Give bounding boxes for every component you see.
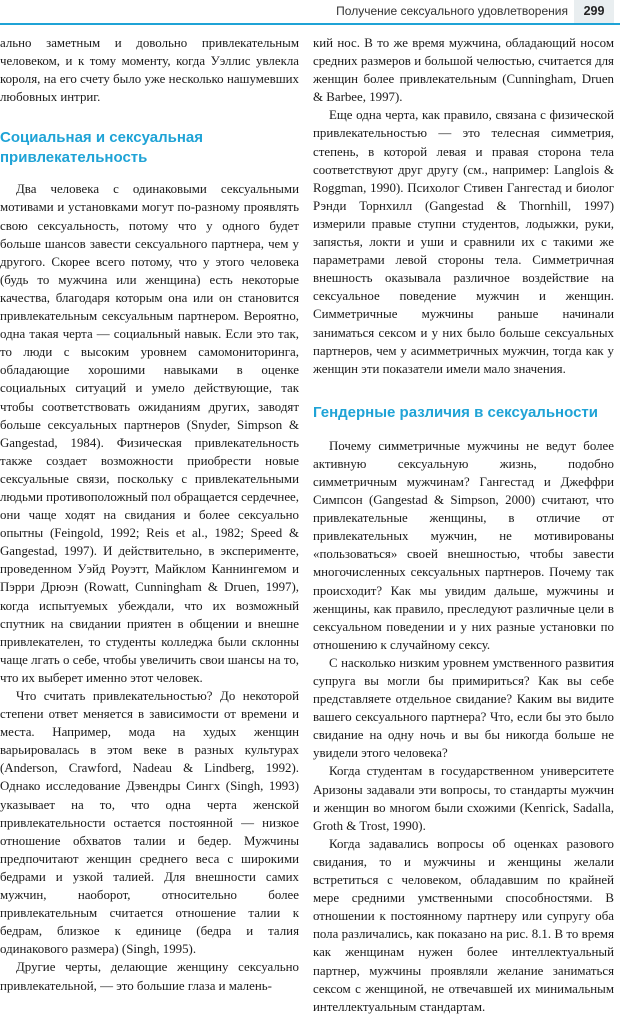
page-number: 299: [574, 0, 614, 23]
left-column: [0, 34, 299, 995]
paragraph: Когда задавались вопросы об оценках разового свидания, то и мужчины и женщины желали встретиться с человеком, обладавшим по крайней мере средними умственными способностями. В отношении к постоянному партнеру или супругу оба пола различались, как показано на рис. 8.1. В то время как женщинам нужен более интеллектуальный партнер, мужчины проявляли желание заниматься сексом с женщиной, не отвечавшей их минимальным интеллектуальным стандартам.: [313, 836, 614, 1014]
paragraph: Что считать привлекательностью? До некоторой степени ответ меняется в зависимости от времени и места. Например, мода на худых женщин варьировалась в этом веке в разных культурах (Anderson, Crawford, Nadeau & Lindberg, 1992). Однако исследование Дэвендры Сингх (Singh, 1993) указывает на то, что одна черта женской привлекательности остается постоянной — низкое отношение обхватов талии и бедер. Мужчины предпочитают женщин среднего веса с широкими бедрами и узкой талией. Для внешности самих мужчин, наоборот, относительно более привлекательным считается отношение талии к бедрам, близкое к единице (бедра и талия одинакового размера) (Singh, 1995).: [0, 689, 299, 957]
paragraph: кий нос. В то же время мужчина, обладающий носом средних размеров и большой челюстью, считается для женщин более привлекательным (Cunningham, Druen & Barbee, 1997).: [313, 36, 614, 105]
running-title: Получение сексуального удовлетворения: [336, 4, 568, 18]
paragraph: Почему симметричные мужчины не ведут более активную сексуальную жизнь, подобно симметричным мужчинам? Гангестад и Джеффри Симпсон (Gangestad & Simpson, 2000) считают, что привлекательные женщины, в отличие от привлекательных мужчин, не мотивированы «пользоваться» своей внешностью, чтобы завести многочисленных сексуальных партнеров. Почему так происходит? Как мы увидим дальше, мужчины и женщины, как правило, преследуют различные цели в сексуальном поведении и у них разные установки по отношению к случайному сексу.: [313, 438, 614, 652]
section-heading-gender-differences: Гендерные различия в сексуальности: [313, 403, 598, 421]
paragraph: ально заметным и довольно привлекательным человеком, и к тому моменту, когда Уэллис увлекла короля, на его счету было уже несколько нашумевших любовных интриг.: [0, 36, 299, 105]
header-rule: [0, 23, 620, 25]
paragraph: С насколько низким уровнем умственного развития супруга вы могли бы примириться? Как вы себе представляете отдельное свидание? Каким вы видите вашего сексуального партнера? Что, если бы это было свидание на одну ночь и вы бы никогда больше не увидели этого человека?: [313, 655, 614, 761]
paragraph: Еще одна черта, как правило, связана с физической привлекательностью — это телесная симметрия, степень, в которой левая и правая сторона тела соответствуют друг другу (см., например: Langlois & Roggman, 1990). Психолог Стивен Гангестад и биолог Рэнди Торнхилл (Gangestad & Thornhill, 1997) измерили правые ступни студентов, лодыжки, руки, запястья, локти и уши и сравнили их с такими же параметрами левой стороны тела. Симметричная внешность оказывала различное воздействие на сексуальное поведение мужчин и женщин. Симметричные мужчины раньше начинали заниматься сексом и у них было больше сексуальных партнеров, чем у асимметричных мужчин, тогда как у женщин эти показатели имели мало значения.: [313, 108, 614, 376]
right-column: [313, 34, 614, 1016]
paragraph: Другие черты, делающие женщину сексуально привлекательной, — это большие глаза и малень-: [0, 960, 299, 993]
section-heading-attractiveness: Социальная и сексуальная привлекательность: [0, 129, 203, 167]
paragraph: Два человека с одинаковыми сексуальными мотивами и установками могут по-разному проявлять свою сексуальность, потому что у одного будет больше шансов завести сексуального партнера, чем у другого. Скорее всего потому, что у этого человека (будь то мужчина или женщина) есть некоторые качества, благодаря которым она или он становится привлекательным сексуальным партнером. Вероятно, одна такая черта — социальный навык. Если это так, то люди с высоким уровнем самомониторинга, обладающие хорошими навыками в оценке социальных ситуаций и умело действующие, так чтобы соответствовать ожиданиям других, заводят больше сексуальных партнеров (Snyder, Simpson & Gangestad, 1984). Физическая привлекательность также создает возможности приобрести новые сексуальные связи, поскольку с привлекательными людьми противоположный пол обращается сердечнее, они чаще ходят на свидания и более сексуально опытны (Feingold, 1992; Reis et al., 1982; Speed & Gangestad, 1997). И действительно, в эксперименте, проведенном Уэйд Роуэтт, Майклом Каннингемом и Пэрри Дрюэн (Rowatt, Cunningham & Druen, 1997), когда испытуемых убеждали, что их возможный спутник на свидании приятен в общении и внешне привлекателен, то студенты колледжа были склонны чаще лгать о себе, чтобы увеличить свои шансы на то, что их выберет именно этот человек.: [0, 182, 299, 685]
paragraph: Когда студентам в государственном университете Аризоны задавали эти вопросы, то стандарты мужчин и женщин во многом были схожими (Kenrick, Sadalla, Groth & Trost, 1990).: [313, 764, 614, 833]
